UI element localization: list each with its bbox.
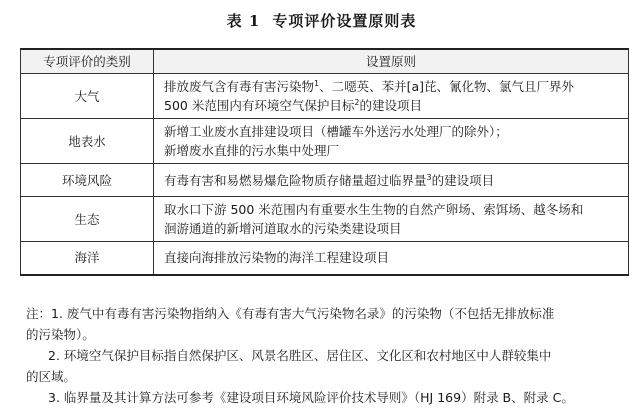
- table-header-row: [21, 49, 629, 74]
- table-row: [21, 74, 629, 119]
- row-principle: [154, 119, 629, 164]
- principle-line: 新增废水直排的污水集中处理厂: [164, 143, 340, 158]
- row-principle: [154, 242, 629, 275]
- principle-line: 取水口下游 500 米范围内有重要水生生物的自然产卵场、索饵场、越冬场和: [164, 202, 584, 217]
- row-principle: [154, 74, 629, 119]
- note-line: 2. 环境空气保护目标指自然保护区、风景名胜区、居住区、文化区和农村地区中人群较集中: [48, 348, 552, 363]
- note-line: 的污染物）。: [26, 327, 95, 342]
- header-category: 专项评价的类别: [21, 49, 154, 74]
- note-line: 的区域。: [26, 369, 77, 384]
- table-row: [21, 164, 629, 197]
- principle-line: 洄游通道的新增河道取水的污染类建设项目: [164, 221, 402, 236]
- table-notes: [26, 303, 626, 408]
- principle-line: 排放废气含有毒有害污染物$^1$、二噁英、苯并[a]芘、氰化物、氯气且厂界外: [164, 78, 575, 94]
- note-line: 3. 临界量及其计算方法可参考《建设项目环境风险评价技术导则》（HJ 169）附录 B、附录 C。: [48, 390, 574, 405]
- table-number: 表 1: [226, 12, 261, 30]
- principles-table: [20, 48, 629, 276]
- row-category: 环境风险: [21, 164, 154, 197]
- principle-line: 新增工业废水直排建设项目（槽罐车外送污水处理厂的除外）；: [164, 124, 508, 139]
- principle-line: 有毒有害和易燃易爆危险物质存储量超过临界量$^3$的建设项目: [164, 172, 495, 188]
- table-title: [0, 10, 643, 31]
- row-principle: [154, 197, 629, 242]
- table-row: [21, 242, 629, 275]
- header-principle: 设置原则: [154, 49, 629, 74]
- principle-line: 500 米范围内有环境空气保护目标$^2$的建设项目: [164, 97, 422, 113]
- table-row: [21, 119, 629, 164]
- row-category: 海洋: [21, 242, 154, 275]
- row-category: 大气: [21, 74, 154, 119]
- table-row: [21, 197, 629, 242]
- row-principle: [154, 164, 629, 197]
- row-category: 生态: [21, 197, 154, 242]
- row-category: 地表水: [21, 119, 154, 164]
- note-line: 注：1. 废气中有毒有害污染物指纳入《有毒有害大气污染物名录》的污染物（不包括无排放标准: [26, 306, 555, 321]
- table-caption: 专项评价设置原则表: [272, 12, 417, 30]
- principle-line: 直接向海排放污染物的海洋工程建设项目: [164, 250, 390, 266]
